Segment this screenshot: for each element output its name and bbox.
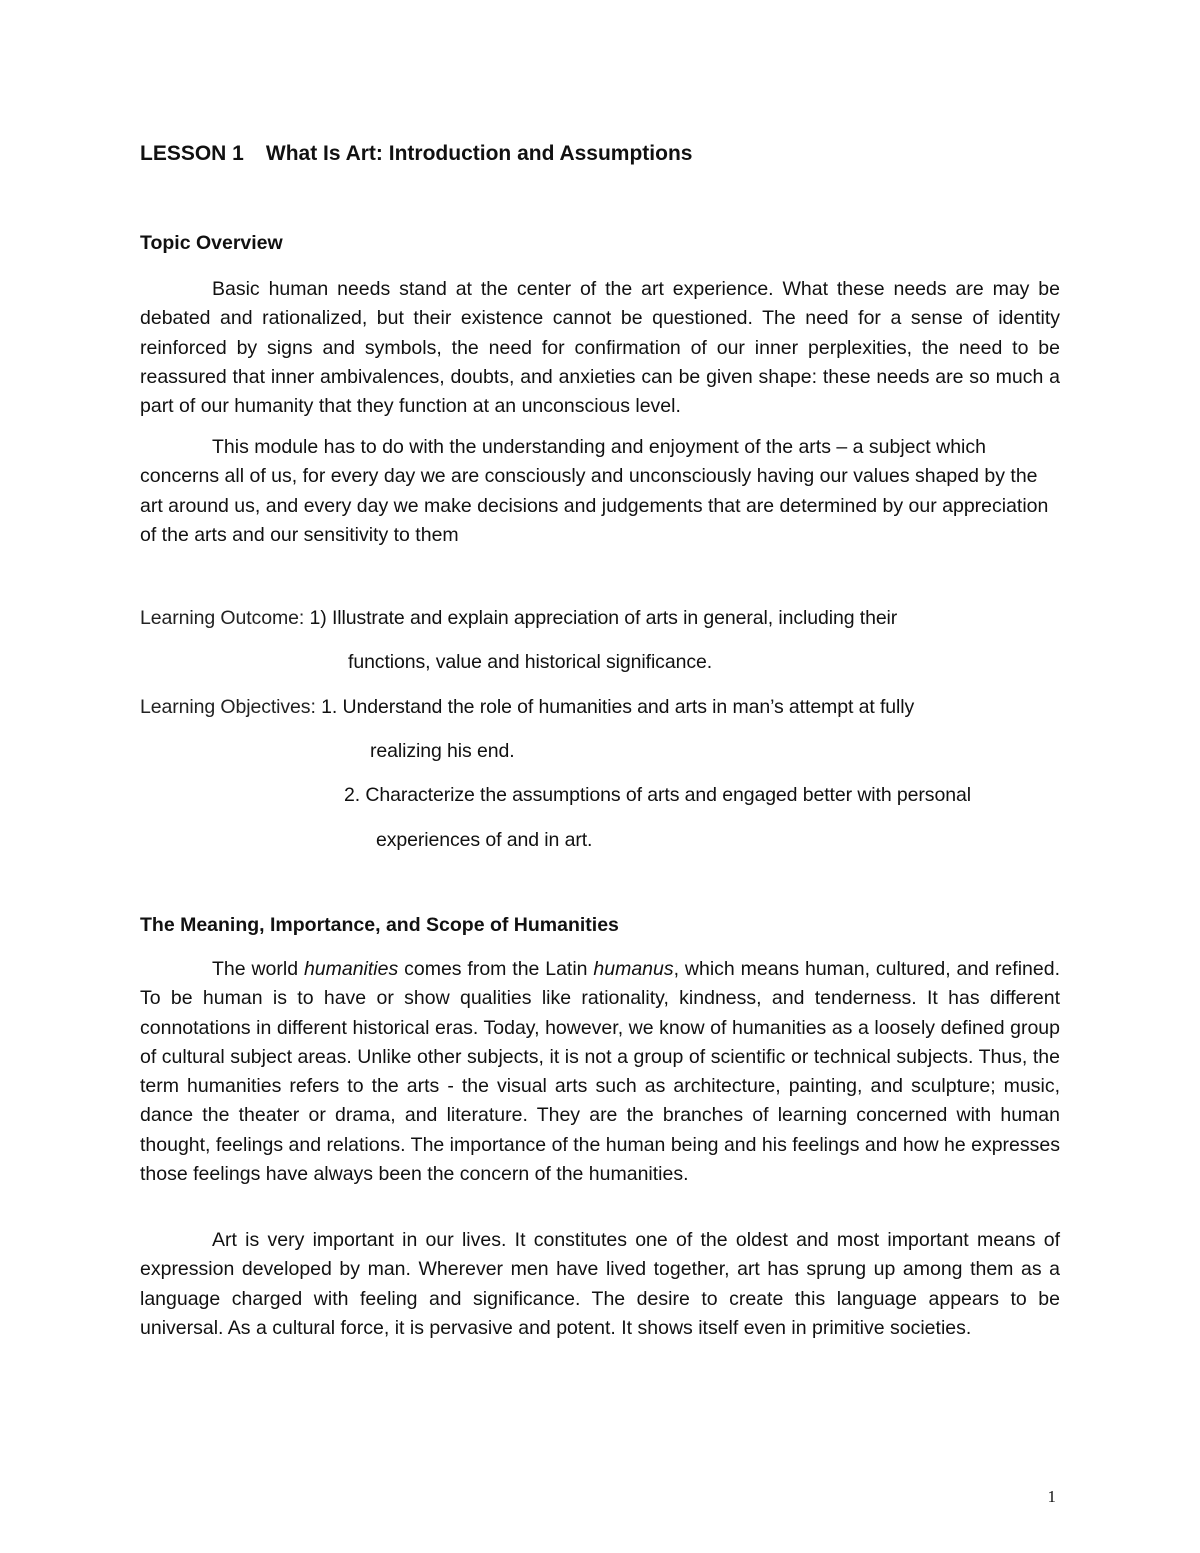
humanities-term: humanities <box>303 958 399 980</box>
lesson-label: LESSON 1 <box>140 142 244 165</box>
learning-outcome-label: Learning Outcome: <box>140 607 305 629</box>
humanus-term: humanus <box>593 958 674 980</box>
lesson-title: What Is Art: Introduction and Assumptions <box>265 142 693 165</box>
learning-objectives-label: Learning Objectives: <box>140 696 316 718</box>
learning-objective-1-text: 1. Understand the role of humanities and arts in man’s attempt at fully <box>321 696 915 718</box>
lesson-header <box>140 142 692 166</box>
learning-objectives-line-1 <box>140 693 914 721</box>
humanities-p1-part-3: , which means human, cultured, and refined. To be human is to have or show qualities like rationality, kindness, and tenderness. It has different connotations in different historical eras. Today, however, we know of humanities as a loosely defined group of cultural subject areas. Unlike other subjects, it is not a group of scientific or technical subjects. Thus, the term humanities refers to the arts - the visual arts such as architecture, painting, and sculpture; music, dance the theater or drama, and literature. They are the branches of learning concerned with human thought, feelings and relations. The importance of the human being and his feelings and how he expresses those feelings have always been the concern of the humanities. <box>140 958 1060 1186</box>
humanities-p1-part-2: comes from the Latin <box>398 958 594 980</box>
humanities-p1-part-1: The world <box>212 958 304 980</box>
topic-overview-paragraph-1: Basic human needs stand at the center of the art experience. What these needs are may be debated and rationalized, but their existence cannot be questioned. The need for a sense of identity reinforced by signs and symbols, the need for confirmation of our inner perplexities, the need to be reassured that inner ambivalences, doubts, and anxieties can be given shape: these needs are so much a part of our humanity that they function at an unconscious level. <box>140 278 1060 418</box>
humanities-heading: The Meaning, Importance, and Scope of Humanities <box>140 914 619 936</box>
topic-overview-paragraph-2: This module has to do with the understanding and enjoyment of the arts – a subject which concerns all of us, for every day we are consciously and unconsciously having our values shaped by the art around us, and every day we make decisions and judgements that are determined by our appreciation of the arts and our sensitivity to them <box>140 436 1049 546</box>
learning-objective-2-continuation: experiences of and in art. <box>376 829 593 851</box>
learning-outcome-text-1: 1) Illustrate and explain appreciation of arts in general, including their <box>309 607 898 629</box>
learning-outcome-line-1 <box>140 604 897 632</box>
humanities-paragraph-2: Art is very important in our lives. It constitutes one of the oldest and most important means of expression developed by man. Wherever men have lived together, art has sprung up among them as a language charged with feeling and significance. The desire to create this language appears to be universal. As a cultural force, it is pervasive and potent. It shows itself even in primitive societies. <box>140 1229 1060 1339</box>
learning-outcome-line-2: functions, value and historical significance. <box>348 651 713 673</box>
learning-objective-1-continuation: realizing his end. <box>370 740 515 762</box>
humanities-paragraph-1 <box>140 955 1060 1189</box>
learning-objective-2-text: 2. Characterize the assumptions of arts and engaged better with personal <box>344 784 971 806</box>
topic-overview-heading: Topic Overview <box>140 232 283 254</box>
page-number: 1 <box>1047 1487 1056 1506</box>
